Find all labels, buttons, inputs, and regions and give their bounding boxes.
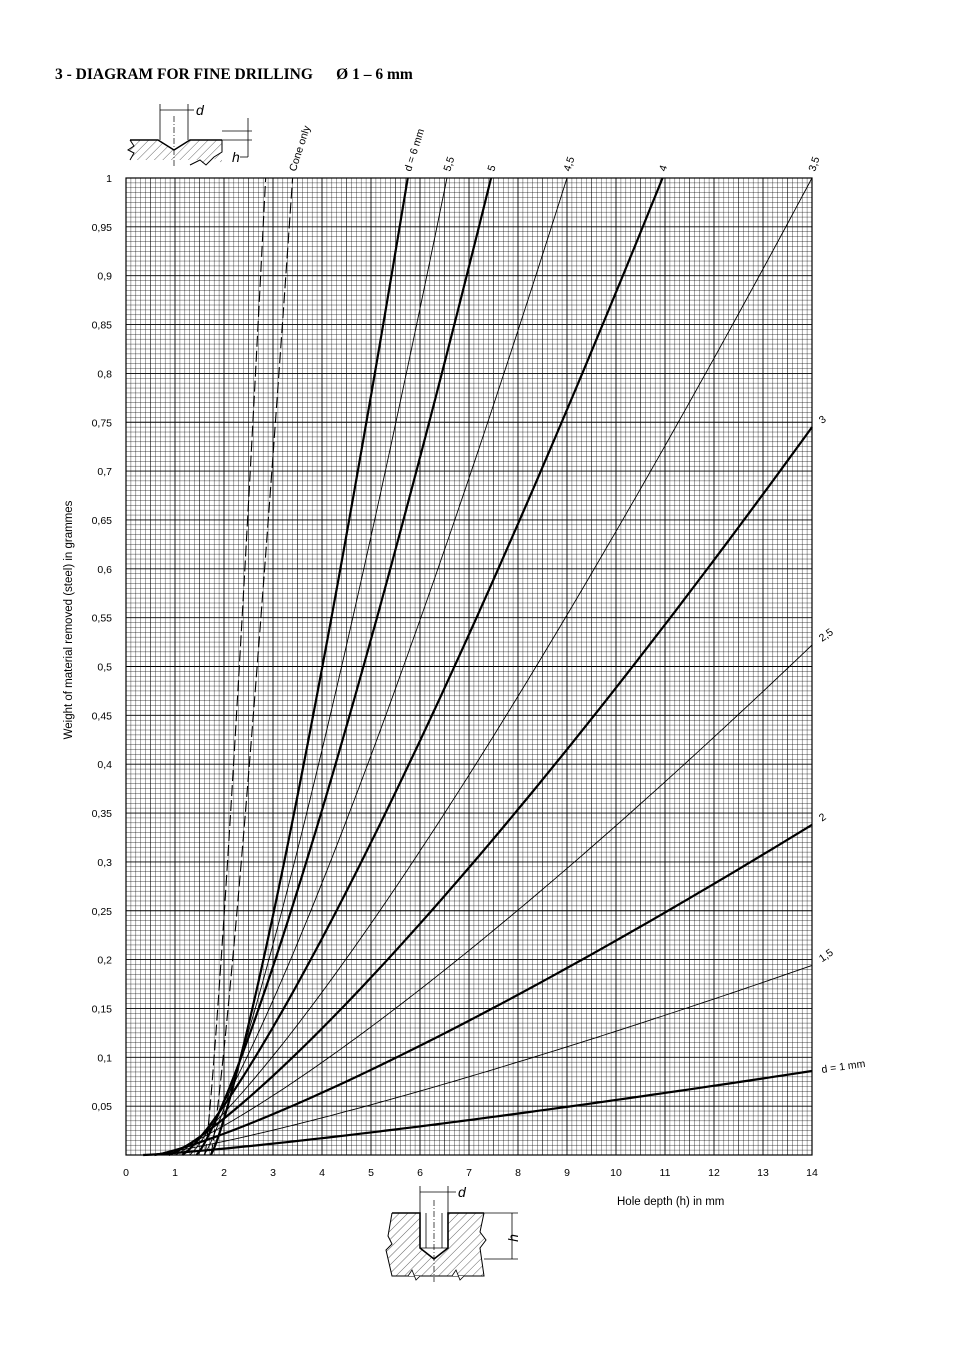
series-label: 4,5 — [561, 155, 578, 173]
y-tick-label: 0,55 — [91, 612, 112, 625]
series-label: 3 — [816, 413, 829, 427]
title-text: 3 - DIAGRAM FOR FINE DRILLING — [55, 66, 313, 83]
cone-sketch — [128, 102, 252, 168]
y-tick-label: 0,7 — [97, 466, 112, 479]
subtitle-text: Ø 1 – 6 mm — [336, 66, 413, 83]
y-tick-label: 0,75 — [91, 417, 112, 430]
x-tick-label: 13 — [757, 1167, 769, 1179]
hole-sketch — [386, 1184, 521, 1282]
hole-sketch-h-label: h — [505, 1234, 521, 1242]
x-tick-label: 9 — [564, 1167, 570, 1179]
x-tick-label: 5 — [368, 1167, 374, 1179]
y-tick-label: 0,05 — [91, 1101, 112, 1114]
series-label: 3,5 — [806, 155, 823, 173]
x-axis-title: Hole depth (h) in mm — [617, 1196, 725, 1208]
x-tick-label: 11 — [659, 1167, 671, 1179]
cone-sketch-h-label: h — [232, 149, 240, 165]
series-label: d = 6 mm — [402, 127, 428, 173]
y-tick-label: 0,8 — [97, 368, 112, 381]
y-tick-label: 0,9 — [97, 270, 112, 283]
x-tick-label: 4 — [319, 1167, 325, 1179]
series-label: 4 — [656, 163, 671, 173]
y-tick-label: 0,85 — [91, 319, 112, 332]
y-tick-label: 1 — [106, 173, 112, 185]
y-axis-title: Weight of material removed (steel) in grammes — [63, 500, 75, 740]
y-tick-label: 0,5 — [97, 661, 112, 674]
x-tick-label: 10 — [610, 1167, 622, 1179]
y-tick-label: 0,4 — [97, 759, 112, 772]
y-tick-label: 0,25 — [91, 905, 112, 918]
series-label: Cone only — [287, 124, 314, 173]
x-tick-label: 0 — [123, 1167, 129, 1179]
y-tick-label: 0,2 — [97, 954, 112, 967]
x-tick-label: 7 — [466, 1167, 472, 1179]
series-line — [169, 427, 812, 1155]
x-tick-label: 6 — [417, 1167, 423, 1179]
series-label: 2,5 — [816, 626, 836, 645]
y-tick-label: 0,35 — [91, 808, 112, 821]
series-label: 5,5 — [441, 155, 458, 173]
x-tick-label: 12 — [708, 1167, 720, 1179]
y-tick-label: 0,3 — [97, 856, 112, 869]
hole-sketch-d-label: d — [458, 1184, 466, 1200]
series-label: 2 — [816, 811, 829, 825]
y-tick-label: 0,65 — [91, 514, 112, 527]
series-line — [154, 825, 812, 1155]
x-tick-label: 14 — [806, 1167, 818, 1179]
x-tick-label: 2 — [221, 1167, 227, 1179]
x-tick-label: 8 — [515, 1167, 521, 1179]
y-tick-label: 0,1 — [97, 1052, 112, 1065]
series-label: 5 — [485, 163, 499, 173]
chart-grid — [126, 178, 812, 1155]
y-tick-label: 0,15 — [91, 1003, 112, 1016]
y-tick-label: 0,6 — [97, 563, 112, 576]
cone-sketch-d-label: d — [196, 102, 204, 118]
x-tick-label: 3 — [270, 1167, 276, 1179]
y-tick-label: 0,45 — [91, 710, 112, 723]
series-label: 1,5 — [816, 946, 836, 965]
y-tick-label: 0,95 — [91, 221, 112, 234]
x-tick-label: 1 — [172, 1167, 178, 1179]
series-label: d = 1 mm — [820, 1057, 867, 1076]
